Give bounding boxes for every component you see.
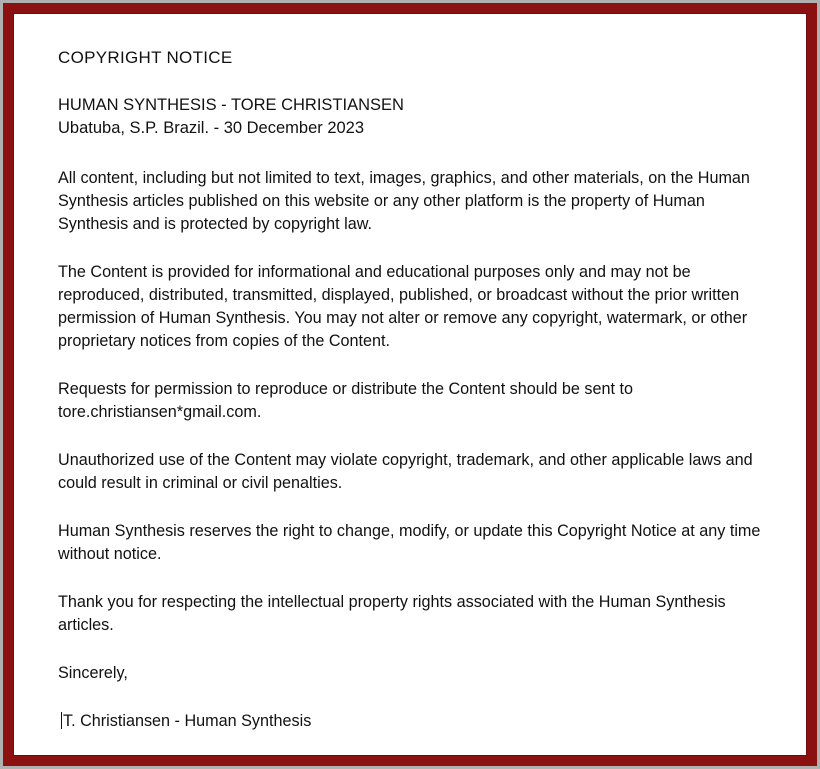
author-block [58,94,764,141]
paragraph-2: The Content is provided for informational and educational purposes only and may not be reproduced, distributed, transmitted, displayed, published, or broadcast without the prior written permission of Human Synthesis. You may not alter or remove any copyright, watermark, or other proprietary notices from copies of the Content. [58,262,748,350]
page-title: COPYRIGHT NOTICE [58,48,233,67]
paragraph-1: All content, including but not limited to text, images, graphics, and other materials, on the Human Synthesis articles published on this website or any other platform is the property of Human Synthesis and is protected by copyright law. [58,168,750,233]
location-date: Ubatuba, S.P. Brazil. - 30 December 2023 [58,119,365,138]
author-name: HUMAN SYNTHESIS - TORE CHRISTIANSEN [58,96,404,114]
paragraph-4: Unauthorized use of the Content may violate copyright, trademark, and other applicable laws and could result in criminal or civil penalties. [58,450,753,492]
signature-text: T. Christiansen - Human Synthesis [63,711,312,730]
paragraph-3: Requests for permission to reproduce or distribute the Content should be sent to tore.christiansen*gmail.com. [58,379,633,421]
signature [58,710,764,733]
sign-off: Sincerely, [58,663,128,682]
paragraph-6: Thank you for respecting the intellectual property rights associated with the Human Synthesis articles. [58,592,726,634]
document-page [13,13,807,756]
text-cursor-icon [61,712,62,729]
paragraph-5: Human Synthesis reserves the right to change, modify, or update this Copyright Notice at any time without notice. [58,521,761,563]
